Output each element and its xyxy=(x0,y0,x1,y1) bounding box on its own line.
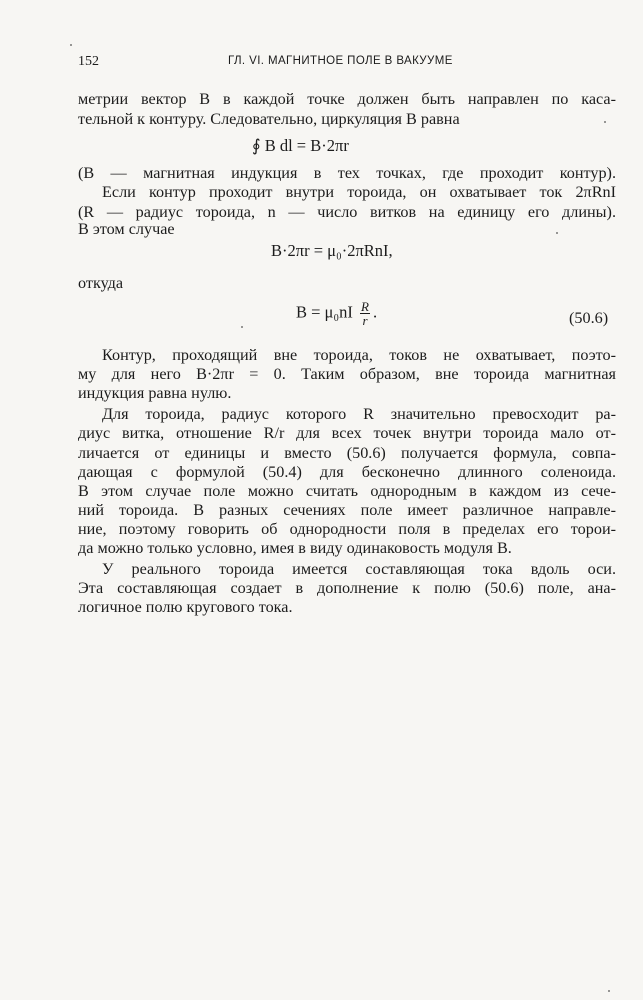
text-line: Контур, проходящий вне тороида, токов не охватывает, поэто- xyxy=(102,346,616,364)
formula-ampere: B·2πr = μ₀·2πRnI, xyxy=(271,241,393,260)
text-line: У реального тороида имеется составляющая тока вдоль оси. xyxy=(102,560,616,578)
page-number: 152 xyxy=(78,54,99,69)
formula-period: . xyxy=(372,302,378,322)
formula-circulation: ∮ B dl = B·2πr xyxy=(252,136,349,155)
formula-result xyxy=(296,300,377,327)
text-line: диус витка, отношение R/r для всех точек внутри тороида мало от- xyxy=(78,424,616,442)
text-line: В этом случае xyxy=(78,220,175,238)
fraction-numerator: R xyxy=(361,299,369,314)
fraction-denominator: r xyxy=(362,313,368,328)
text-line: Если контур проходит внутри тороида, он охватывает ток 2πRnI xyxy=(102,183,616,201)
running-title: ГЛ. VI. МАГНИТНОЕ ПОЛЕ В ВАКУУМЕ xyxy=(228,55,453,67)
text-line: му для него B·2πr = 0. Таким образом, вне тороида магнитная xyxy=(78,365,616,383)
text-line: метрии вектор B в каждой точке должен быть направлен по каса- xyxy=(78,90,616,108)
text-line: (B — магнитная индукция в тех точках, где проходит контур). xyxy=(78,164,616,182)
text-line: Для тороида, радиус которого R значительно превосходит ра- xyxy=(102,405,616,423)
scan-speck xyxy=(608,990,610,992)
text-line: личается от единицы и вместо (50.6) получается формула, совпа- xyxy=(78,444,616,462)
text-line: дающая с формулой (50.4) для бесконечно длинного соленоида. xyxy=(78,463,616,481)
text-line: Эта составляющая создает в дополнение к полю (50.6) поле, ана- xyxy=(78,579,616,597)
text-line: ний тороида. В разных сечениях поле имеет различное направле- xyxy=(78,501,616,519)
scan-speck xyxy=(556,232,558,234)
equation-number: (50.6) xyxy=(569,309,609,327)
text-line: (R — радиус тороида, n — число витков на единицу его длины). xyxy=(78,203,616,221)
running-head xyxy=(78,54,616,74)
text-line: логичное полю кругового тока. xyxy=(78,598,293,616)
text-line: откуда xyxy=(78,274,124,292)
text-line: ние, поэтому говорить об однородности поля в пределах его торои- xyxy=(78,520,616,538)
text-line: индукция равна нулю. xyxy=(78,384,232,402)
scan-speck xyxy=(604,121,606,123)
scan-speck xyxy=(70,44,72,46)
formula-fraction xyxy=(360,300,370,327)
text-line: тельной к контуру. Следовательно, циркуляция B равна xyxy=(78,110,460,128)
text-line: да можно только условно, имея в виду одинаковость модуля B. xyxy=(78,539,512,557)
text-line: В этом случае поле можно считать однородным в каждом из сече- xyxy=(78,482,616,500)
scan-speck xyxy=(241,326,243,328)
formula-result-left: B = μ₀nI xyxy=(296,302,353,322)
